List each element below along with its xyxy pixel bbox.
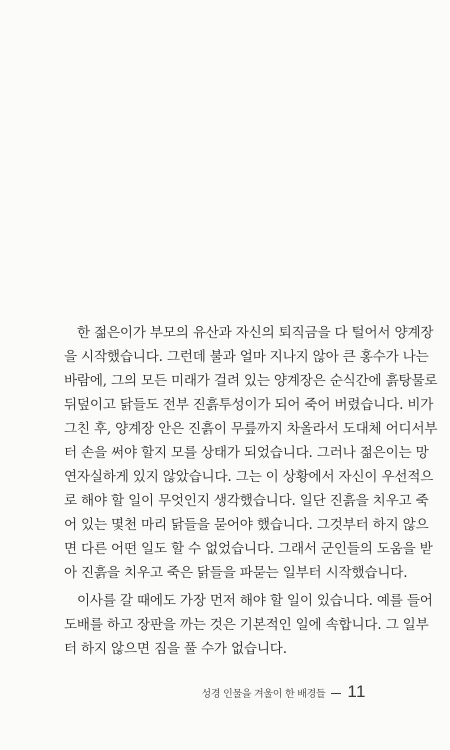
page-footer xyxy=(202,682,367,702)
text-line: 뒤덮이고 닭들도 전부 진흙투성이가 되어 죽어 버렸습니다. 비가 xyxy=(64,397,434,413)
text-line: 어 있는 몇천 마리 닭들을 묻어야 했습니다. 그것부터 하지 않으 xyxy=(64,517,429,533)
text-line: 연자실하게 있지 않았습니다. 그는 이 상황에서 자신이 우선적으 xyxy=(64,469,434,485)
text-line: 면 다른 어떤 일도 할 수 없었습니다. 그래서 군인들의 도움을 받 xyxy=(64,541,433,557)
body-text xyxy=(64,321,438,661)
paragraph-1 xyxy=(64,321,438,585)
footer-separator xyxy=(331,693,341,694)
text-line: 터 하지 않으면 짐을 풀 수가 없습니다. xyxy=(64,641,287,657)
text-line: 한 젊은이가 부모의 유산과 자신의 퇴직금을 다 털어서 양계장 xyxy=(77,325,434,341)
text-line: 바람에, 그의 모든 미래가 걸려 있는 양계장은 순식간에 흙탕물로 xyxy=(64,373,438,389)
text-line: 을 시작했습니다. 그런데 불과 얼마 지나지 않아 큰 홍수가 나는 xyxy=(64,349,429,365)
text-line: 그친 후, 양계장 안은 진흙이 무릎까지 차올라서 도대체 어디서부 xyxy=(64,421,438,437)
text-line: 도배를 하고 장판을 까는 것은 기본적인 일에 속합니다. 그 일부 xyxy=(64,617,429,633)
text-line: 이사를 갈 때에도 가장 먼저 해야 할 일이 있습니다. 예를 들어 xyxy=(77,593,433,609)
text-line: 터 손을 써야 할지 모를 상태가 되었습니다. 그러나 젊은이는 망 xyxy=(64,445,429,461)
paragraph-2 xyxy=(64,589,433,661)
running-title: 성경 인물을 겨울이 한 배경들 xyxy=(201,689,326,700)
page-number: 11 xyxy=(347,682,366,701)
text-line: 아 진흙을 치우고 죽은 닭들을 파묻는 일부터 시작했습니다. xyxy=(64,565,408,581)
text-line: 로 해야 할 일이 무엇인지 생각했습니다. 일단 진흙을 치우고 죽 xyxy=(64,493,429,509)
